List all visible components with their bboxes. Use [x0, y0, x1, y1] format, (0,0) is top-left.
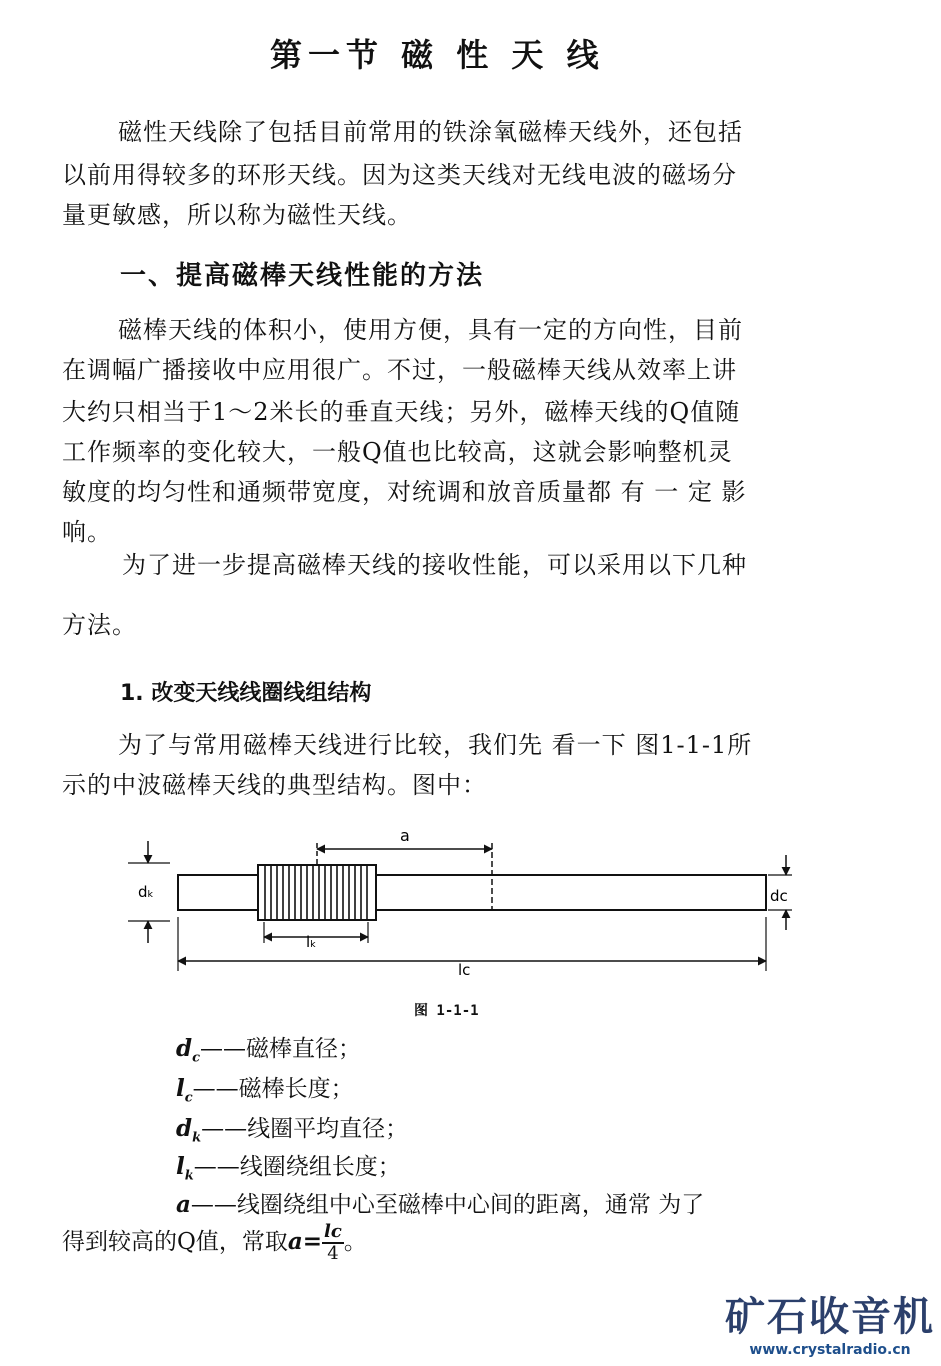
paragraph-line: 为了进一步提高磁棒天线的接收性能，可以采用以下几种 [122, 551, 747, 579]
watermark-logo-text: 矿石收音机 [725, 1294, 935, 1340]
intro-line: 以前用得较多的环形天线。因为这类天线对无线电波的磁场分 [62, 161, 737, 189]
paragraph-line: 工作频率的变化较大，一般Q值也比较高，这就会影响整机灵 [62, 438, 733, 466]
paragraph-line: 方法。 [62, 611, 137, 639]
intro-line: 量更敏感，所以称为磁性天线。 [62, 201, 412, 229]
formula-line: 得到较高的Q值，常取a= $\frac{lc}{4}$ 。 [62, 1221, 367, 1264]
coil-winding [258, 865, 376, 920]
figure-caption: 图 1-1-1 [414, 1003, 479, 1019]
legend-item: $l_c——$磁棒长度； [176, 1075, 354, 1106]
paragraph-line: 敏度的均匀性和通频带宽度，对统调和放音质量都 有 一 定 影 [62, 478, 747, 506]
paragraph-line: 示的中波磁棒天线的典型结构。图中： [62, 771, 487, 799]
label-a: a [400, 826, 410, 845]
subheading: 1. 改变天线线圈线组结构 [120, 681, 372, 706]
paragraph-line: 响。 [62, 518, 112, 546]
label-lk: lₖ [306, 933, 317, 951]
intro-line: 磁性天线除了包括目前常用的铁涂氧磁棒天线外，还包括 [118, 118, 743, 146]
ferrite-rod-diagram [120, 825, 800, 995]
page-title: 第一节 磁 性 天 线 [270, 36, 605, 74]
label-lc: lc [458, 961, 471, 979]
label-dk: dₖ [138, 883, 154, 901]
paragraph-line: 大约只相当于1～2米长的垂直天线；另外，磁棒天线的Q值随 [62, 398, 741, 426]
legend-item: a——线圈绕组中心至磁棒中心间的距离，通常 为了 [176, 1191, 705, 1218]
legend-item: $d_c——$磁棒直径； [176, 1035, 362, 1066]
paragraph-line: 磁棒天线的体积小，使用方便，具有一定的方向性，目前 [118, 316, 743, 344]
legend-item: $d_k——$线圈平均直径； [176, 1115, 409, 1146]
paragraph-line: 在调幅广播接收中应用很广。不过，一般磁棒天线从效率上讲 [62, 356, 737, 384]
paragraph-line: 为了与常用磁棒天线进行比较，我们先 看一下 图1-1-1所 [118, 731, 753, 759]
legend-item: $l_k——$线圈绕组长度； [176, 1153, 401, 1184]
site-watermark [725, 1285, 935, 1358]
watermark-url: www.crystalradio.cn [749, 1342, 911, 1358]
label-dc: dc [770, 887, 788, 905]
section-heading: 一、提高磁棒天线性能的方法 [120, 261, 485, 291]
fraction: $\frac{lc}{4}$ [324, 1221, 342, 1264]
